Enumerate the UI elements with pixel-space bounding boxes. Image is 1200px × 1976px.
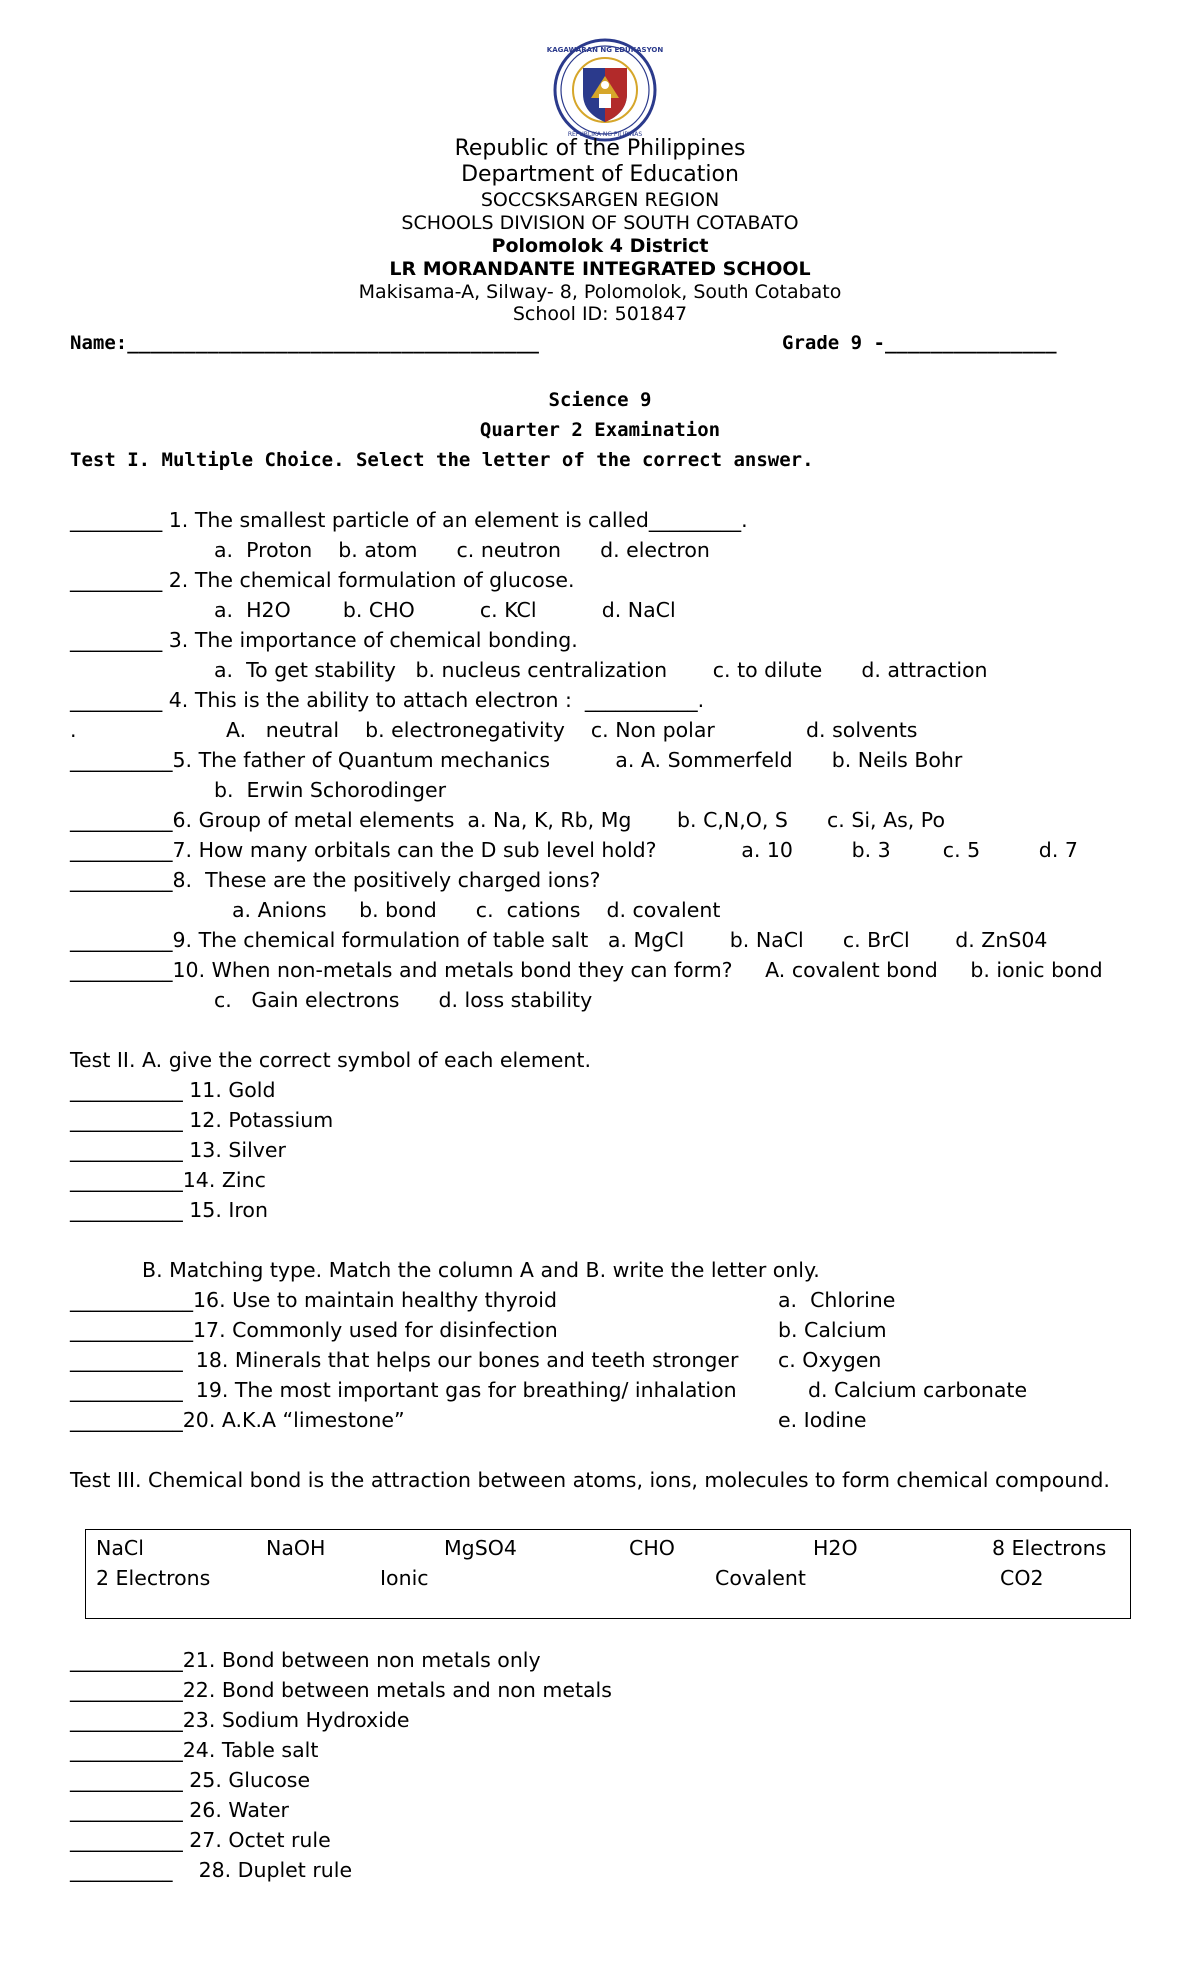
item-24: ___________24. Table salt bbox=[70, 1738, 319, 1762]
matching-choice-a: a. Chlorine bbox=[778, 1288, 896, 1312]
school-id: School ID: 501847 bbox=[512, 303, 688, 325]
word-mgso4: MgSO4 bbox=[444, 1536, 517, 1560]
item-15: ___________ 15. Iron bbox=[70, 1198, 268, 1222]
item-14: ___________14. Zinc bbox=[70, 1168, 266, 1192]
subject-title: Science 9 bbox=[548, 389, 652, 411]
department-heading: Department of Education bbox=[461, 162, 739, 187]
stray-period: . bbox=[70, 718, 77, 742]
item-21: ___________21. Bond between non metals only bbox=[70, 1648, 541, 1672]
choices-8: a. Anions b. bond c. cations d. covalent bbox=[232, 898, 721, 922]
word-cho: CHO bbox=[629, 1536, 675, 1560]
school-heading: LR MORANDANTE INTEGRATED SCHOOL bbox=[389, 258, 811, 280]
question-1: _________ 1. The smallest particle of an element is called_________. bbox=[70, 508, 748, 532]
choices-4: A. neutral b. electronegativity c. Non polar d. solvents bbox=[226, 718, 918, 742]
item-27: ___________ 27. Octet rule bbox=[70, 1828, 331, 1852]
word-ionic: Ionic bbox=[380, 1566, 429, 1590]
test3-instruction: Test III. Chemical bond is the attraction between atoms, ions, molecules to form chemical compound. bbox=[70, 1468, 1110, 1492]
matching-choice-b: b. Calcium bbox=[778, 1318, 887, 1342]
item-22: ___________22. Bond between metals and non metals bbox=[70, 1678, 612, 1702]
republic-heading: Republic of the Philippines bbox=[454, 136, 746, 161]
question-5: __________5. The father of Quantum mechanics a. A. Sommerfeld b. Neils Bohr bbox=[70, 748, 963, 772]
question-3: _________ 3. The importance of chemical bonding. bbox=[70, 628, 578, 652]
word-h2o: H2O bbox=[813, 1536, 858, 1560]
question-2: _________ 2. The chemical formulation of glucose. bbox=[70, 568, 575, 592]
word-2-electrons: 2 Electrons bbox=[96, 1566, 211, 1590]
matching-question-20: ___________20. A.K.A “limestone” bbox=[70, 1408, 405, 1432]
item-25: ___________ 25. Glucose bbox=[70, 1768, 311, 1792]
item-12: ___________ 12. Potassium bbox=[70, 1108, 334, 1132]
matching-question-17: ____________17. Commonly used for disinfection bbox=[70, 1318, 558, 1342]
word-nacl: NaCl bbox=[96, 1536, 144, 1560]
matching-choice-e: e. Iodine bbox=[778, 1408, 867, 1432]
question-10: __________10. When non-metals and metals bond they can form? A. covalent bond b. ionic bond bbox=[70, 958, 1103, 982]
grade-field: Grade 9 -_______________ bbox=[782, 332, 1057, 354]
item-13: ___________ 13. Silver bbox=[70, 1138, 286, 1162]
item-11: ___________ 11. Gold bbox=[70, 1078, 276, 1102]
name-field: Name:____________________________________ bbox=[70, 332, 539, 354]
word-co2: CO2 bbox=[1000, 1566, 1044, 1590]
svg-text:REPUBLIKA NG PILIPINAS: REPUBLIKA NG PILIPINAS bbox=[567, 131, 643, 138]
matching-question-18: ___________ 18. Minerals that helps our bones and teeth stronger bbox=[70, 1348, 739, 1372]
matching-question-16: ____________16. Use to maintain healthy thyroid bbox=[70, 1288, 557, 1312]
question-4: _________ 4. This is the ability to attach electron : ___________. bbox=[70, 688, 705, 712]
word-covalent: Covalent bbox=[715, 1566, 806, 1590]
choices-3: a. To get stability b. nucleus centralization c. to dilute d. attraction bbox=[214, 658, 988, 682]
address-line: Makisama-A, Silway- 8, Polomolok, South Cotabato bbox=[358, 281, 842, 303]
matching-choice-d: d. Calcium carbonate bbox=[808, 1378, 1028, 1402]
division-heading: SCHOOLS DIVISION OF SOUTH COTABATO bbox=[401, 212, 799, 234]
district-heading: Polomolok 4 District bbox=[491, 235, 709, 257]
choices-2: a. H2O b. CHO c. KCl d. NaCl bbox=[214, 598, 676, 622]
question-8: __________8. These are the positively charged ions? bbox=[70, 868, 601, 892]
deped-seal-logo bbox=[546, 38, 664, 142]
word-naoh: NaOH bbox=[266, 1536, 326, 1560]
item-23: ___________23. Sodium Hydroxide bbox=[70, 1708, 410, 1732]
test2-instruction: Test II. A. give the correct symbol of each element. bbox=[70, 1048, 591, 1072]
word-8-electrons: 8 Electrons bbox=[992, 1536, 1107, 1560]
question-9: __________9. The chemical formulation of table salt a. MgCl b. NaCl c. BrCl d. ZnS04 bbox=[70, 928, 1048, 952]
svg-text:KAGAWARAN NG EDUKASYON: KAGAWARAN NG EDUKASYON bbox=[546, 46, 664, 54]
item-28: __________ 28. Duplet rule bbox=[70, 1858, 353, 1882]
choices-5: b. Erwin Schorodinger bbox=[214, 778, 447, 802]
question-7: __________7. How many orbitals can the D sub level hold? a. 10 b. 3 c. 5 d. 7 bbox=[70, 838, 1078, 862]
matching-choice-c: c. Oxygen bbox=[778, 1348, 882, 1372]
item-26: ___________ 26. Water bbox=[70, 1798, 289, 1822]
region-heading: SOCCSKSARGEN REGION bbox=[480, 189, 720, 211]
question-6: __________6. Group of metal elements a. Na, K, Rb, Mg b. C,N,O, S c. Si, As, Po bbox=[70, 808, 945, 832]
matching-question-19: ___________ 19. The most important gas for breathing/ inhalation bbox=[70, 1378, 737, 1402]
matching-instruction: B. Matching type. Match the column A and B. write the letter only. bbox=[142, 1258, 820, 1282]
choices-1: a. Proton b. atom c. neutron d. electron bbox=[214, 538, 710, 562]
quarter-title: Quarter 2 Examination bbox=[479, 419, 721, 441]
choices-10: c. Gain electrons d. loss stability bbox=[214, 988, 593, 1012]
test1-instruction: Test I. Multiple Choice. Select the letter of the correct answer. bbox=[70, 449, 814, 471]
word-bank-box bbox=[85, 1529, 1131, 1619]
